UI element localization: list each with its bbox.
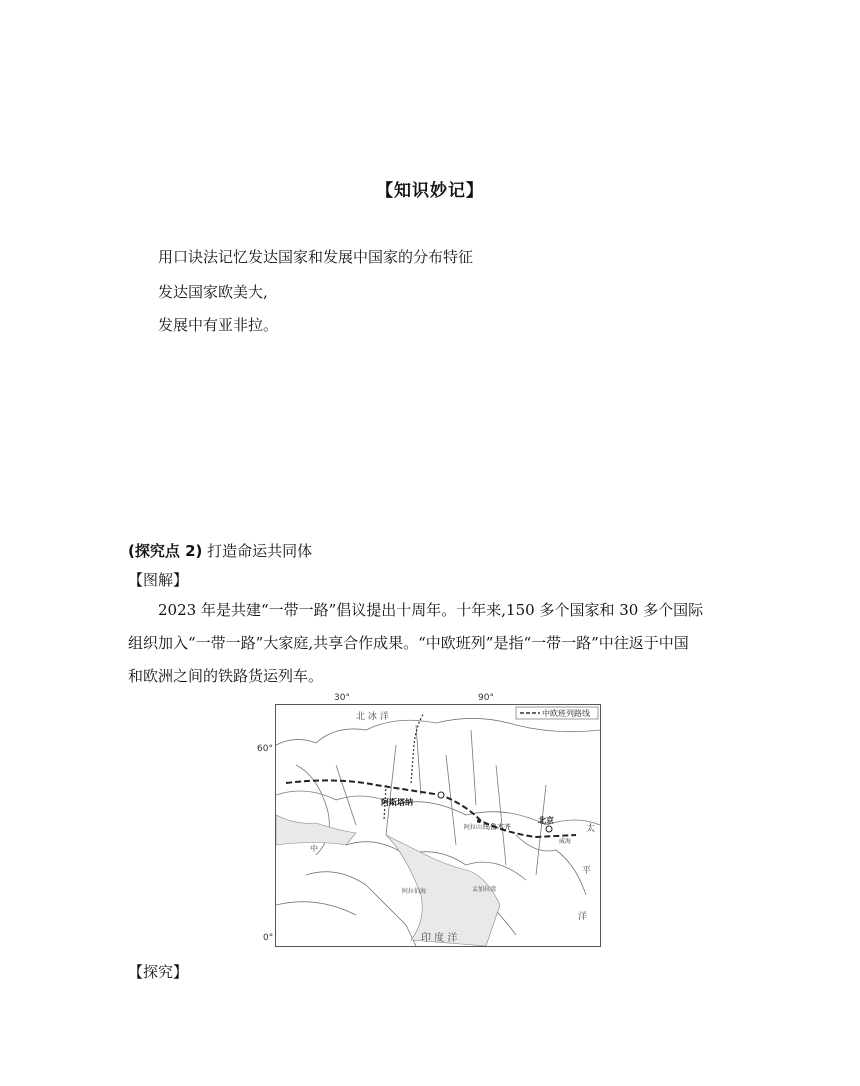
- map-sea-areas: [276, 815, 500, 946]
- map-legend-label: 中欧班列路线: [542, 709, 590, 718]
- map-lon-90: 90°: [478, 693, 494, 703]
- knowledge-line-3: 发展中有亚非拉。: [158, 316, 279, 334]
- map-lat-0: 0°: [263, 933, 274, 943]
- urumqi-marker: [477, 819, 481, 823]
- section-title: [128, 540, 312, 561]
- map-lat-60: 60°: [257, 744, 273, 754]
- alashankou-label: 阿拉山口: [464, 824, 489, 831]
- section-tag: (探究点 2): [128, 542, 203, 560]
- paragraph-line-1: 2023 年是共建“一带一路”倡议提出十周年。十年来,150 多个国家和 30 多个国际: [158, 601, 704, 619]
- pacific-tai-label: 太: [586, 824, 596, 834]
- section-title-text: 打造命运共同体: [207, 542, 313, 560]
- mediterranean-label: 中: [310, 844, 318, 853]
- china-europe-railway-map: [275, 704, 601, 947]
- map-lon-30: 30°: [334, 693, 350, 703]
- knowledge-line-2: 发达国家欧美大,: [158, 283, 268, 301]
- knowledge-line-1: 用口诀法记忆发达国家和发展中国家的分布特征: [158, 248, 474, 266]
- tanjiu-label: 【探究】: [128, 963, 189, 981]
- indian-ocean-label: 印 度 洋: [421, 933, 458, 944]
- map-svg: [276, 705, 600, 946]
- arctic-label: 北 冰 洋: [356, 712, 389, 722]
- arabian-sea-label: 阿拉伯海: [402, 888, 427, 895]
- bay-bengal-label: 孟加拉湾: [472, 886, 497, 893]
- urumqi-label: 乌鲁木齐: [483, 823, 511, 831]
- knowledge-heading: 【知识妙记】: [376, 181, 484, 201]
- weihai-label: 威海: [559, 838, 572, 845]
- astana-label: 阿斯塔纳: [381, 797, 413, 807]
- beijing-label: 北京: [538, 815, 554, 825]
- pacific-label: 洋: [578, 912, 588, 922]
- beijing-marker: [546, 826, 552, 832]
- pacific-ping-label: 平: [582, 866, 592, 876]
- astana-marker: [438, 792, 444, 798]
- paragraph-line-3: 和欧洲之间的铁路货运列车。: [128, 667, 324, 685]
- tujie-label: 【图解】: [128, 571, 189, 589]
- paragraph-line-2: 组织加入“一带一路”大家庭,共享合作成果。“中欧班列”是指“一带一路”中往返于中国: [128, 634, 689, 652]
